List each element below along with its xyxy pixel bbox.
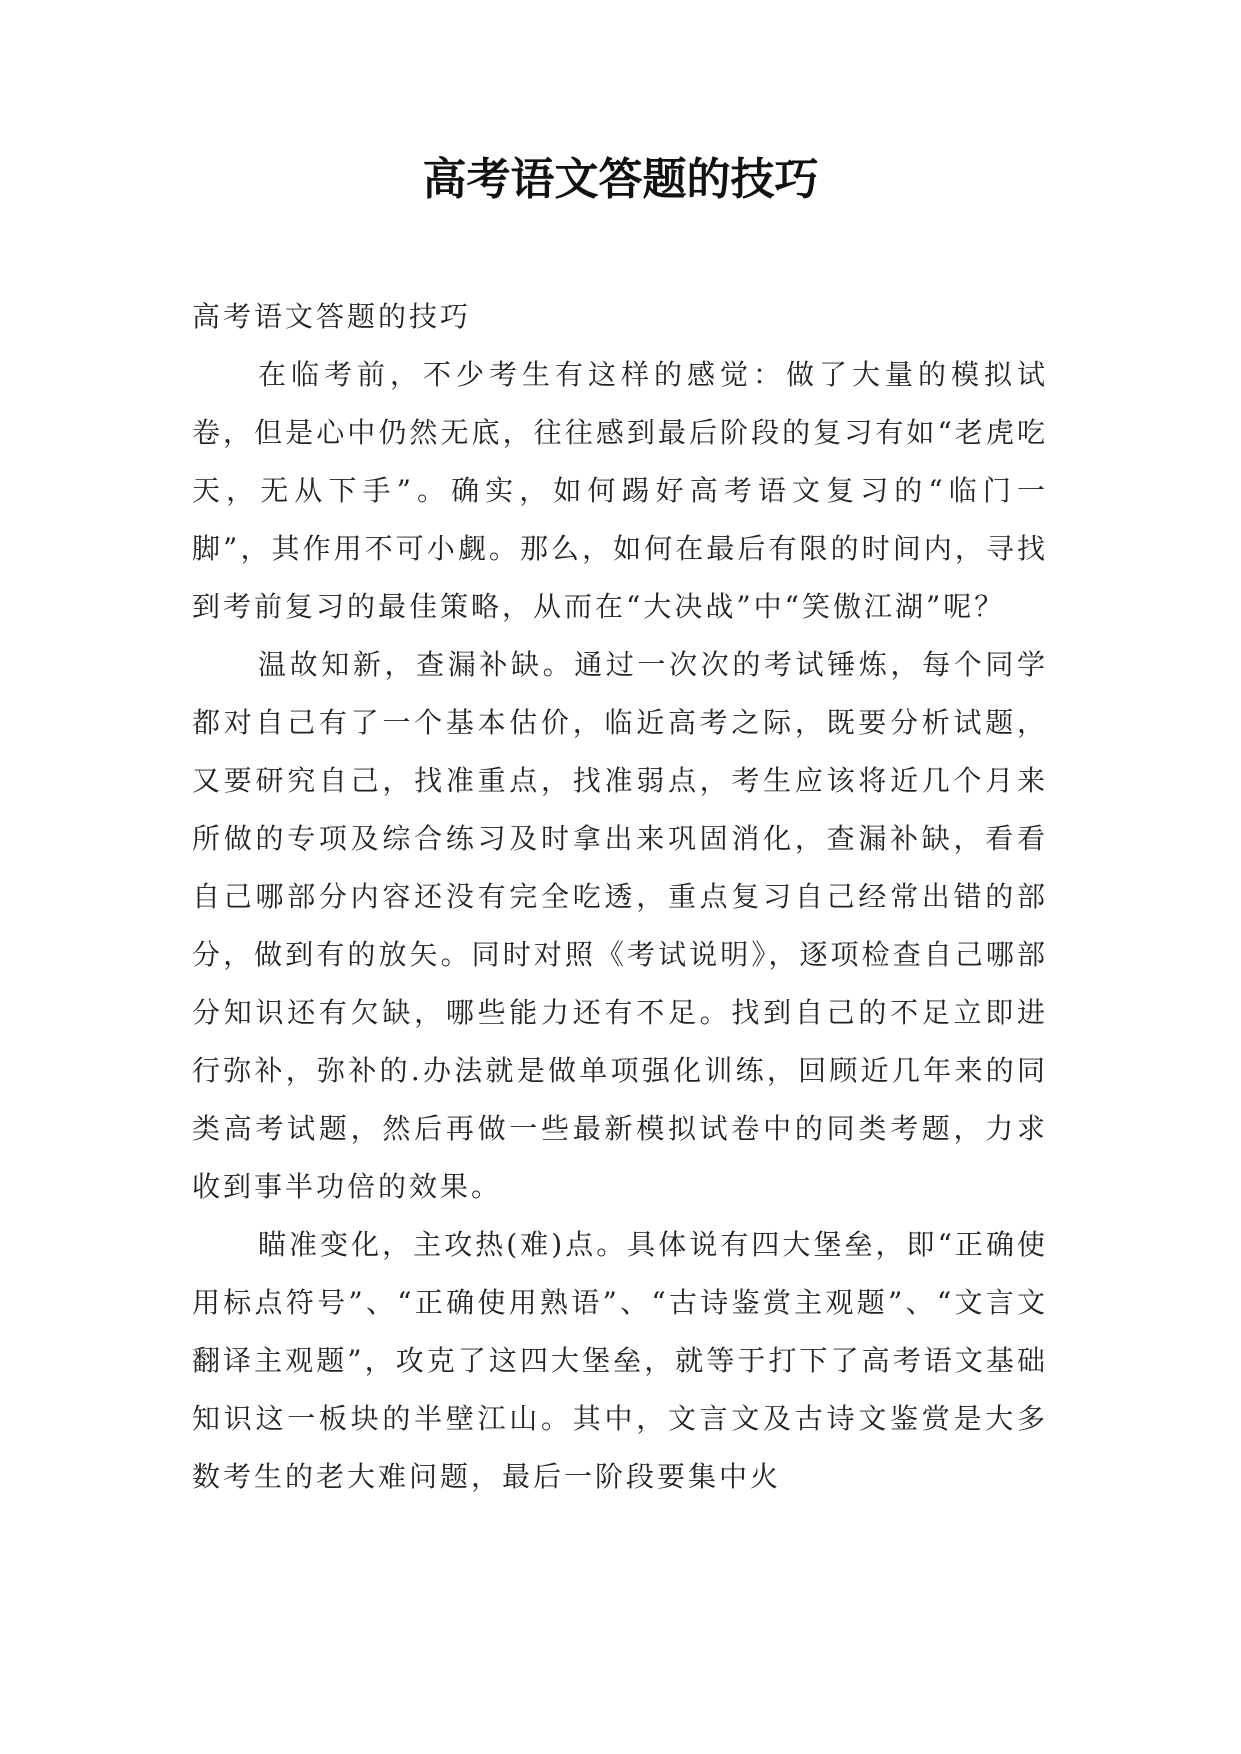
document-body — [192, 288, 1048, 1506]
paragraph-focus: 瞄准变化，主攻热(难)点。具体说有四大堡垒，即“正确使用标点符号”、“正确使用熟语”、“古诗鉴赏主观题”、“文言文翻译主观题”，攻克了这四大堡垒，就等于打下了高考语文基础知识这一板块的半壁江山。其中，文言文及古诗文鉴赏是大多数考生的老大难问题，最后一阶段要集中火 — [192, 1228, 1048, 1493]
document-subtitle: 高考语文答题的技巧 — [192, 300, 472, 333]
document-title: 高考语文答题的技巧 — [422, 154, 819, 205]
paragraph-review: 温故知新，查漏补缺。通过一次次的考试锤炼，每个同学都对自己有了一个基本估价，临近高考之际，既要分析试题，又要研究自己，找准重点，找准弱点，考生应该将近几个月来所做的专项及综合练习及时拿出来巩固消化，查漏补缺，看看自己哪部分内容还没有完全吃透，重点复习自己经常出错的部分，做到有的放矢。同时对照《考试说明》，逐项检查自己哪部分知识还有欠缺，哪些能力还有不足。找到自己的不足立即进行弥补，弥补的.办法就是做单项强化训练，回顾近几年来的同类高考试题，然后再做一些最新模拟试卷中的同类考题，力求收到事半功倍的效果。 — [192, 648, 1048, 1203]
paragraph-intro: 在临考前，不少考生有这样的感觉：做了大量的模拟试卷，但是心中仍然无底，往往感到最后阶段的复习有如“老虎吃天，无从下手”。确实，如何踢好高考语文复习的“临门一脚”，其作用不可小觑。那么，如何在最后有限的时间内，寻找到考前复习的最佳策略，从而在“大决战”中“笑傲江湖”呢？ — [192, 358, 1048, 623]
